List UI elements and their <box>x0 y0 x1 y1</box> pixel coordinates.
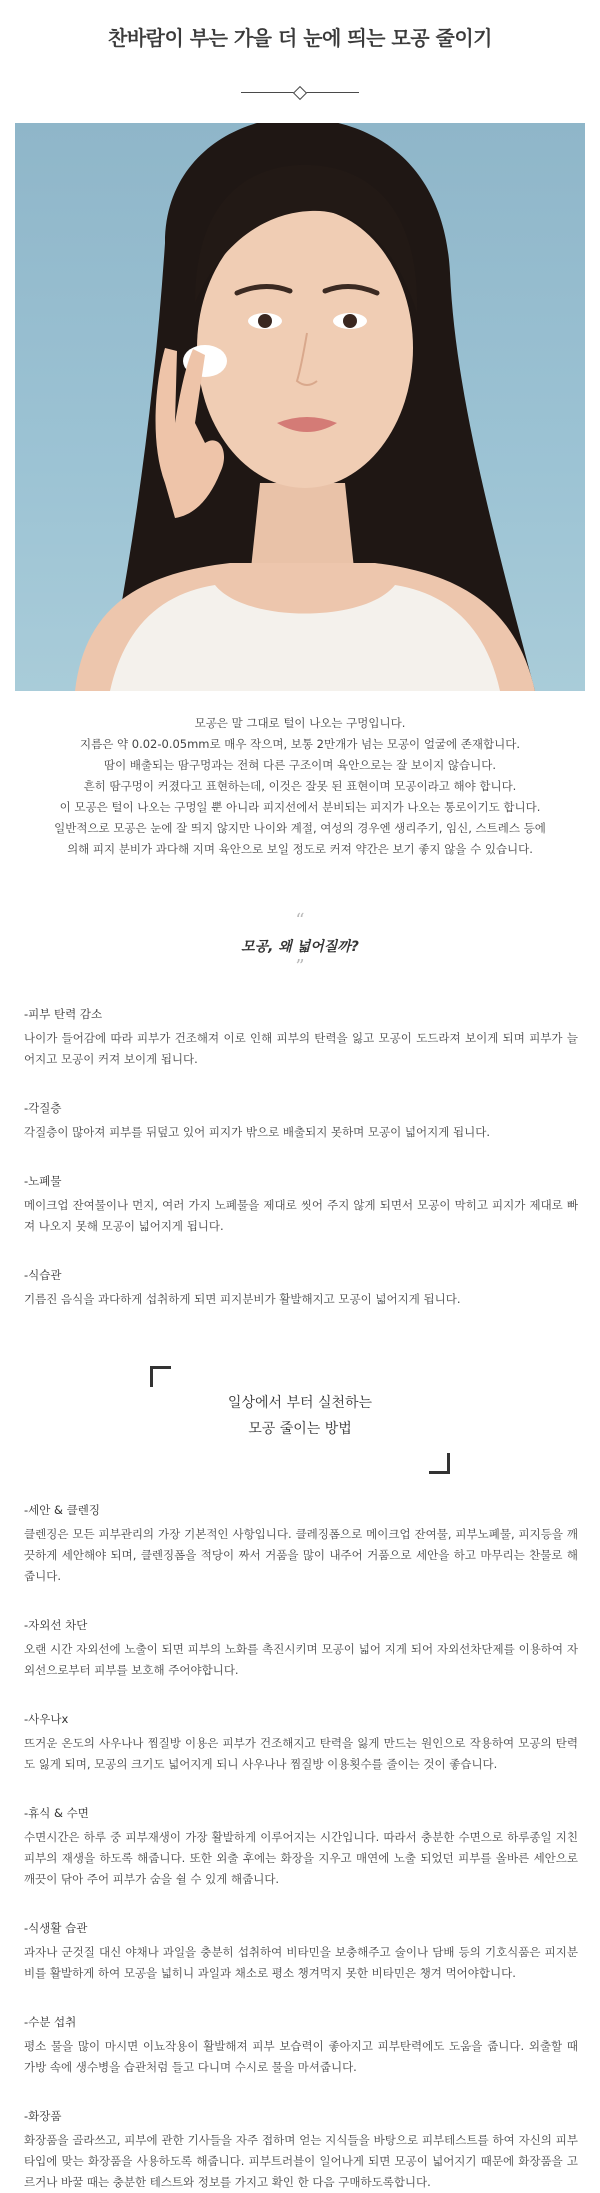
method-body: 오랜 시간 자외선에 노출이 되면 피부의 노화를 촉진시키며 모공이 넓어 지게 되어 자외선차단제를 이용하여 자외선으로부터 피부를 보호해 주어야합니다. <box>24 1642 578 1677</box>
cause-heading: -피부 탄력 감소 <box>24 1007 103 1021</box>
bracket-top-left-icon <box>150 1366 171 1387</box>
cause-heading: -각질층 <box>24 1101 62 1115</box>
title-divider <box>241 87 359 99</box>
intro-line: 모공은 말 그대로 털이 나오는 구멍입니다. <box>194 716 406 730</box>
method-heading: -세안 & 클렌징 <box>24 1503 100 1517</box>
method-item <box>24 1803 578 1890</box>
methods-heading-text <box>150 1390 450 1442</box>
method-item <box>24 1500 578 1587</box>
cause-body: 기름진 음식을 과다하게 섭취하게 되면 피지분비가 활발해지고 모공이 넓어지게 됩니다. <box>24 1292 461 1306</box>
woman-applying-cream-illustration <box>15 123 585 691</box>
method-item <box>24 2106 578 2193</box>
cause-body: 나이가 들어감에 따라 피부가 건조해져 이로 인해 피부의 탄력을 잃고 모공이 도드라져 보이게 되며 피부가 늘어지고 모공이 커져 보이게 됩니다. <box>24 1031 578 1066</box>
method-heading: -자외선 차단 <box>24 1618 88 1632</box>
close-quote-icon: ” <box>295 956 305 977</box>
cause-heading: -노폐물 <box>24 1174 62 1188</box>
method-body: 뜨거운 온도의 사우나나 찜질방 이용은 피부가 건조해지고 탄력을 잃게 만드는 원인으로 작용하여 모공의 탄력도 잃게 되며, 모공의 크기도 넓어지게 되니 사우나나 찜질방 이용횟수를 줄이는 것이 좋습니다. <box>24 1736 578 1771</box>
method-heading: -사우나x <box>24 1712 69 1726</box>
causes-section <box>0 1004 600 1310</box>
hero-image <box>15 123 585 691</box>
open-quote-icon: “ <box>295 910 305 931</box>
intro-line: 땀이 배출되는 땀구멍과는 전혀 다른 구조이며 육안으로는 잘 보이지 않습니다. <box>103 758 497 772</box>
cause-item <box>24 1265 578 1310</box>
intro-line: 일반적으로 모공은 눈에 잘 띄지 않지만 나이와 계절, 여성의 경우엔 생리주기, 임신, 스트레스 등에 <box>54 821 546 835</box>
methods-section <box>0 1500 600 2193</box>
method-item <box>24 2012 578 2078</box>
quote-heading-text: 모공, 왜 넓어질까? <box>241 939 359 955</box>
method-item <box>24 1709 578 1775</box>
method-body: 평소 물을 많이 마시면 이뇨작용이 활발해져 피부 보습력이 좋아지고 피부탄력에도 도움을 줍니다. 외출할 때 가방 속에 생수병을 습관처럼 들고 다니며 수시로 물을 마셔줍니다. <box>24 2039 578 2074</box>
methods-heading-line: 모공 줄이는 방법 <box>248 1421 352 1437</box>
intro-line: 지름은 약 0.02-0.05mm로 매우 작으며, 보통 2만개가 넘는 모공이 얼굴에 존재합니다. <box>80 737 520 751</box>
method-item <box>24 1615 578 1681</box>
method-item <box>24 1918 578 1984</box>
quote-heading <box>0 912 600 976</box>
bracket-bottom-right-icon <box>429 1453 450 1474</box>
method-heading: -화장품 <box>24 2109 62 2123</box>
method-body: 클렌징은 모든 피부관리의 가장 기본적인 사항입니다. 클레징폼으로 메이크업 잔여물, 피부노폐물, 피지등을 깨끗하게 세안해야 되며, 클렌징폼을 적당이 짜서 거품을 많이 내주어 거품으로 세안을 하고 마무리는 찬물로 해줍니다. <box>24 1527 578 1583</box>
method-heading: -수분 섭취 <box>24 2015 77 2029</box>
method-heading: -식생활 습관 <box>24 1921 88 1935</box>
method-heading: -휴식 & 수면 <box>24 1806 89 1820</box>
intro-line: 흔히 땀구멍이 커졌다고 표현하는데, 이것은 잘못 된 표현이며 모공이라고 해야 합니다. <box>83 779 517 793</box>
page-title: 찬바람이 부는 가을 더 눈에 띄는 모공 줄이기 <box>108 26 492 50</box>
methods-heading <box>150 1366 450 1474</box>
divider-diamond-icon <box>293 86 307 100</box>
cause-item <box>24 1004 578 1070</box>
method-body: 화장품을 골라쓰고, 피부에 관한 기사들을 자주 접하며 얻는 지식들을 바탕으로 피부테스트를 하여 자신의 피부 타입에 맞는 화장품을 사용하도록 해줍니다. 피부트러블이 일어나게 되면 모공이 넓어지기 때문에 화장품을 고르거나 바꿀 때는 충분한 테스트와 정보를 가지고 확인 한 다음 구매하도록합니다. <box>24 2133 578 2189</box>
cause-heading: -식습관 <box>24 1268 62 1282</box>
methods-heading-line: 일상에서 부터 실천하는 <box>227 1395 373 1411</box>
intro-line: 이 모공은 털이 나오는 구멍일 뿐 아니라 피지선에서 분비되는 피지가 나오는 통로이기도 합니다. <box>59 800 541 814</box>
method-body: 수면시간은 하루 중 피부재생이 가장 활발하게 이루어지는 시간입니다. 따라서 충분한 수면으로 하루종일 지친 피부의 재생을 하도록 해줍니다. 또한 외출 후에는 화장을 지우고 매연에 노출 되었던 피부를 올바른 세안으로 깨끗이 닦아 주어 피부가 숨을 쉴 수 있게 해줍니다. <box>24 1830 578 1886</box>
cause-item <box>24 1098 578 1143</box>
intro-line: 의해 피지 분비가 과다해 지며 육안으로 보일 정도로 커져 약간은 보기 좋지 않을 수 있습니다. <box>67 842 533 856</box>
intro-text <box>0 713 600 860</box>
cause-body: 각질층이 많아져 피부를 뒤덮고 있어 피지가 밖으로 배출되지 못하며 모공이 넓어지게 됩니다. <box>24 1125 491 1139</box>
cause-item <box>24 1171 578 1237</box>
cause-body: 메이크업 잔여물이나 먼지, 여러 가지 노폐물을 제대로 씻어 주지 않게 되면서 모공이 막히고 피지가 제대로 빠져 나오지 못해 모공이 넓어지게 됩니다. <box>24 1198 578 1233</box>
method-body: 과자나 군것질 대신 야채나 과일을 충분히 섭취하여 비타민을 보충해주고 술이나 담배 등의 기호식품은 피지분비를 활발하게 하여 모공을 넓히니 과일과 채소로 평소 챙겨먹지 못한 비타민은 챙겨 먹어야합니다. <box>24 1945 578 1980</box>
